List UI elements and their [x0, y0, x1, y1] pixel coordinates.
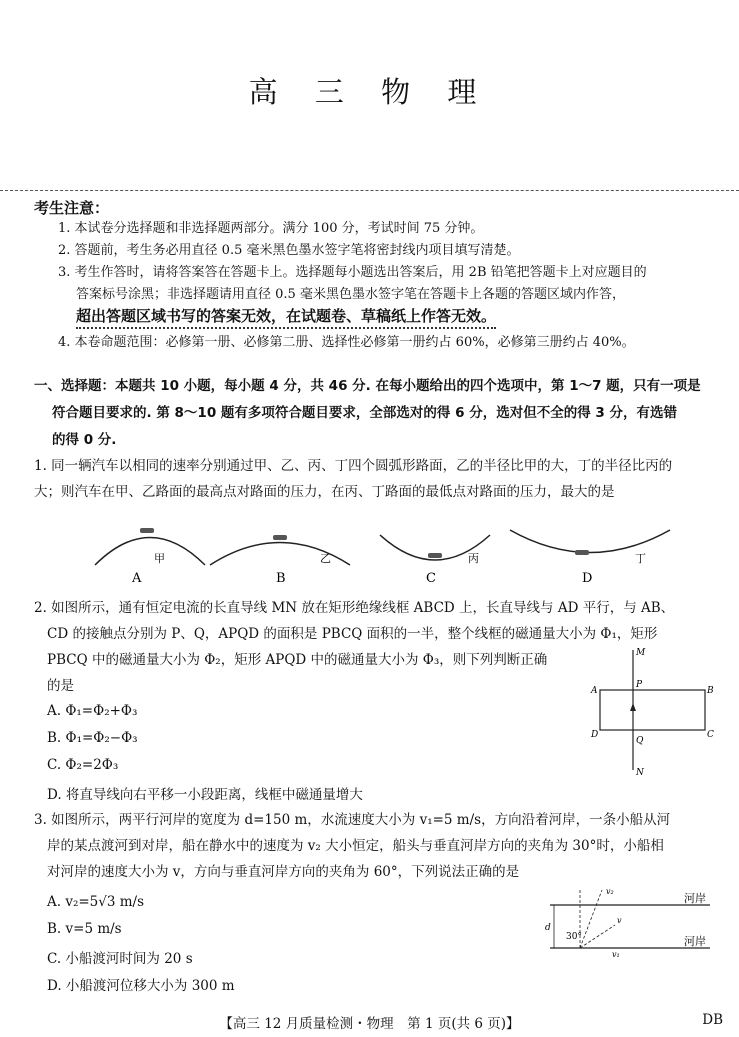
section-heading-line-1: 一、选择题：本题共 10 小题，每小题 4 分，共 46 分. 在每小题给出的四个选项中，第 1～7 题，只有一项是: [34, 378, 701, 394]
q3-label-angle: 30°: [566, 932, 582, 942]
q2-option-C: C. Φ₂=2Φ₃: [47, 757, 119, 773]
q2-label-Q: Q: [636, 736, 644, 746]
section-heading-line-3: 的得 0 分.: [52, 432, 117, 448]
q1-label-yi: 乙: [320, 552, 331, 565]
q3-line-1: 3. 如图所示，两平行河岸的宽度为 d=150 m，水流速度大小为 v₁=5 m/s，方向沿着河岸，一条小船从河: [34, 812, 671, 828]
q2-line-3: PBCQ 中的磁通量大小为 Φ₂，矩形 APQD 中的磁通量大小为 Φ₃，则下列判断正确: [47, 652, 548, 668]
q1-line-1: 1. 同一辆汽车以相同的速率分别通过甲、乙、丙、丁四个圆弧形路面，乙的半径比甲的大，丁的半径比丙的: [34, 458, 673, 474]
q1-line-2: 大；则汽车在甲、乙路面的最高点对路面的压力，在丙、丁路面的最低点对路面的压力，最大的是: [34, 484, 615, 500]
section-heading-line-2: 符合题目要求的. 第 8～10 题有多项符合题目要求，全部选对的得 6 分，选对但不全的得 3 分，有选错: [52, 405, 677, 421]
q2-option-B: B. Φ₁=Φ₂−Φ₃: [47, 730, 138, 746]
q3-label-v1: v₁: [612, 950, 620, 959]
q2-option-A: A. Φ₁=Φ₂+Φ₃: [47, 703, 138, 719]
footer-code: DB: [702, 1012, 723, 1028]
q3-line-3: 对河岸的速度大小为 v，方向与垂直河岸方向的夹角为 60°，下列说法正确的是: [47, 864, 520, 880]
notice-line-2: 2. 答题前，考生务必用直径 0.5 毫米黑色墨水签字笔将密封线内项目填写清楚。: [58, 243, 520, 258]
q3-label-v: v: [617, 916, 622, 925]
header-divider: [0, 190, 739, 191]
q3-line-2: 岸的某点渡河到对岸，船在静水中的速度为 v₂ 大小恒定，船头与垂直河岸方向的夹角为 30°时，小船相: [47, 838, 664, 854]
q2-label-C: C: [707, 730, 714, 740]
q3-river-figure: [540, 885, 720, 965]
q2-circuit-figure: [585, 645, 715, 780]
notice-line-3: 3. 考生作答时，请将答案答在答题卡上。选择题每小题选出答案后，用 2B 铅笔把答题卡上对应题目的: [58, 265, 647, 280]
q3-label-d: d: [545, 923, 551, 933]
q2-label-A: A: [591, 686, 598, 696]
notice-line-1: 1. 本试卷分选择题和非选择题两部分。满分 100 分，考试时间 75 分钟。: [58, 221, 484, 236]
q2-option-D: D. 将直导线向右平移一小段距离，线框中磁通量增大: [47, 787, 363, 803]
notice-line-4: 4. 本卷命题范围：必修第一册、必修第二册、选择性必修第一册约占 60%，必修第三册约占 40%。: [58, 335, 635, 350]
page-title: 高 三 物 理: [248, 75, 491, 109]
q2-label-D: D: [591, 730, 599, 740]
q3-option-D: D. 小船渡河位移大小为 300 m: [47, 978, 235, 994]
q3-option-A: A. v₂=5√3 m/s: [47, 894, 145, 910]
q1-road-figures: [80, 520, 680, 590]
q1-option-B: B: [276, 571, 286, 586]
q3-option-C: C. 小船渡河时间为 20 s: [47, 951, 193, 967]
q2-label-P: P: [636, 680, 643, 690]
q3-option-B: B. v=5 m/s: [47, 921, 122, 937]
q1-option-D: D: [582, 571, 593, 586]
q1-label-bing: 丙: [468, 552, 479, 565]
notice-line-3-cont: 答案标号涂黑；非选择题请用直径 0.5 毫米黑色墨水签字笔在答题卡上各题的答题区域内作答，: [76, 287, 625, 302]
q2-label-B: B: [707, 686, 714, 696]
page-footer: 【高三 12 月质量检测・物理 第 1 页(共 6 页)】: [219, 1016, 520, 1032]
q3-label-v2: v₂: [606, 887, 614, 896]
q2-line-2: CD 的接触点分别为 P、Q，APQD 的面积是 PBCQ 面积的一半，整个线框的磁通量大小为 Φ₁，矩形: [47, 626, 658, 642]
q2-line-4: 的是: [47, 678, 74, 694]
notice-heading: 考生注意：: [34, 199, 110, 217]
q1-label-jia: 甲: [154, 552, 165, 565]
q2-label-N: N: [636, 768, 644, 778]
q3-label-bank-top: 河岸: [684, 892, 706, 905]
q1-label-ding: 丁: [635, 552, 646, 565]
q1-option-A: A: [132, 571, 142, 586]
q2-label-M: M: [636, 648, 646, 658]
q2-line-1: 2. 如图所示，通有恒定电流的长直导线 MN 放在矩形绝缘线框 ABCD 上，长直导线与 AD 平行，与 AB、: [34, 600, 675, 616]
q1-option-C: C: [426, 571, 436, 586]
notice-warning: 超出答题区域书写的答案无效，在试题卷、草稿纸上作答无效。: [76, 305, 496, 329]
q3-label-bank-bottom: 河岸: [684, 935, 706, 948]
